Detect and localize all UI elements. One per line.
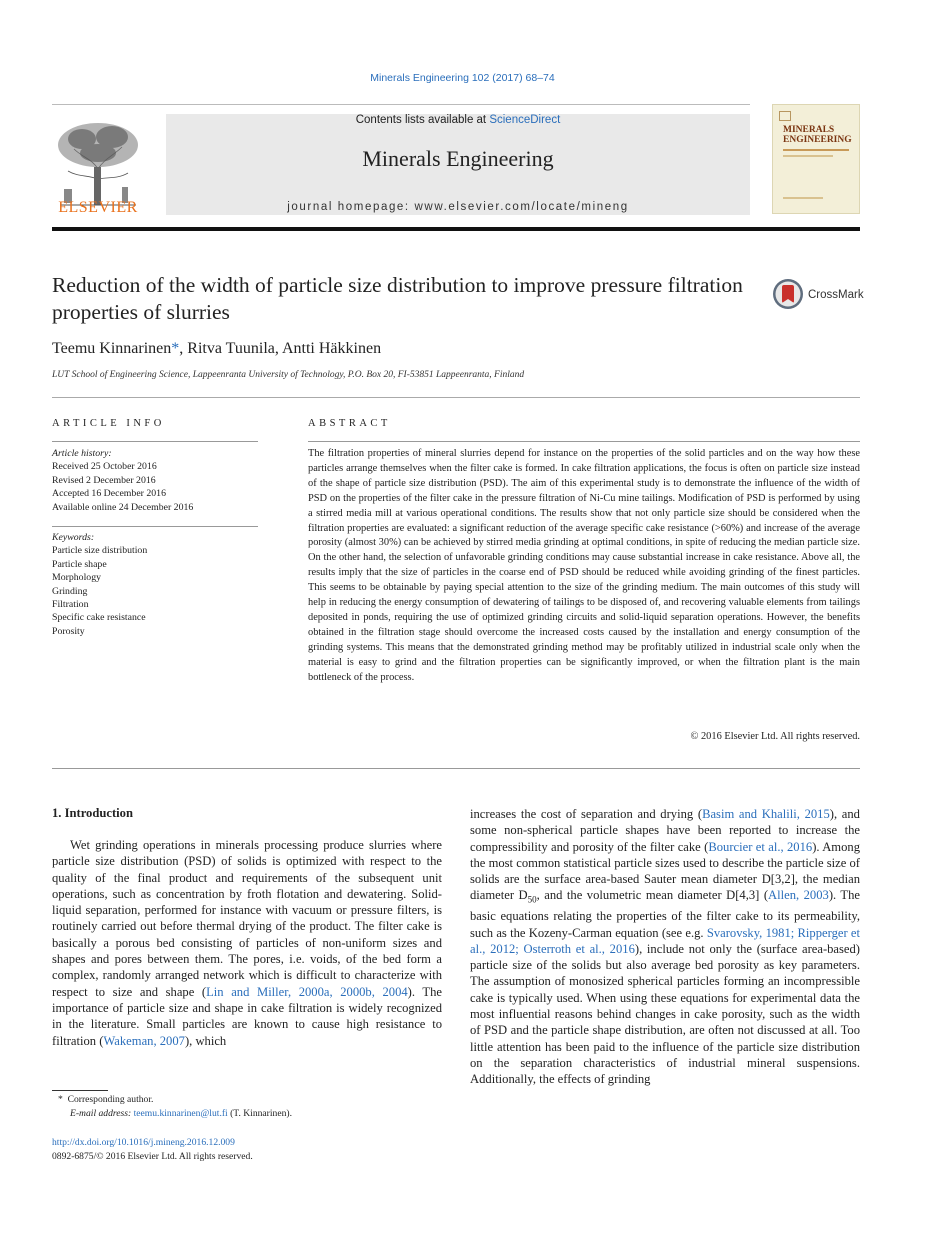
email-suffix: (T. Kinnarinen). <box>227 1108 292 1119</box>
footnote-email <box>58 1107 448 1121</box>
keyword-item: Morphology <box>52 572 101 584</box>
citation-link[interactable]: Svarovsky, 1981; Ripperger et al., 2012; Osterroth et al., 2016 <box>470 925 860 956</box>
text-run: ), and some non-spherical particle shapes have been reported to increase the compressibility and porosity of the filter cake ( <box>470 807 860 854</box>
citation-link[interactable]: Allen, 2003 <box>768 888 829 903</box>
cover-bar <box>783 197 823 199</box>
intro-paragraph-continued <box>470 806 860 1088</box>
author-list <box>52 340 381 358</box>
text-run: ). The basic equations relating the properties of the filter cake to its permeability, such as the Kozeny-Carman equation (see e.g. <box>470 888 861 940</box>
intro-paragraph <box>52 837 442 1049</box>
page-footer <box>52 1136 253 1164</box>
sciencedirect-link[interactable]: ScienceDirect <box>489 114 561 126</box>
keyword-item: Particle size distribution <box>52 545 148 557</box>
keyword-item: Grinding <box>52 585 88 597</box>
article-title: Reduction of the width of particle size distribution to improve pressure filtration properties of slurries <box>52 273 743 324</box>
article-info-heading: ARTICLE INFO <box>52 418 165 429</box>
keyword-item: Particle shape <box>52 558 107 570</box>
journal-homepage[interactable]: journal homepage: www.elsevier.com/locate/mineng <box>287 201 629 213</box>
history-item: Revised 2 December 2016 <box>52 474 156 486</box>
citation-link[interactable]: Lin and Miller, 2000a, 2000b, 2004 <box>206 984 408 999</box>
crossmark-label[interactable]: CrossMark <box>808 289 864 301</box>
cover-title <box>783 125 852 145</box>
contents-prefix: Contents lists available at <box>355 114 490 126</box>
journal-reference-link[interactable]: Minerals Engineering 102 (2017) 68–74 <box>370 72 555 84</box>
affiliation: LUT School of Engineering Science, Lappeenranta University of Technology, P.O. Box 20, FI-53851 Lappeenranta, Finland <box>52 370 525 380</box>
section-divider <box>52 397 860 398</box>
email-link[interactable]: teemu.kinnarinen@lut.fi <box>133 1108 228 1119</box>
text-run: ), include not only the (surface area-based) particle size of the solids but also average bed porosity as key parameters. The assumption of monosized spherical particles forming an incompressible cake is typically used. When using these equations for experimental data the most influential reasons behind changes in cake porosity, such as the width of PSD and the particle shape distribution, are often not discussed at all. Too little attention has been paid to the influence of the particle size distribution on the separation characteristics of industrial mineral suspensions. Additionally, the effects of grinding <box>470 941 861 1087</box>
keyword-item: Porosity <box>52 625 85 637</box>
crossmark-icon[interactable] <box>772 278 804 310</box>
cover-title-line1: MINERALS <box>783 125 835 135</box>
abstract-text: The filtration properties of mineral slurries depend for instance on the properties of the solid particles and on the way how these particles arrange themselves when the filter cake is formed. In cake filtration applications, the focus is often on particle size instead of the shape of particle size distribution (PSD). The aim of this experimental study is to demonstrate the influence of the width of PSD on the properties of the filter cake in the pressure filtration of Ni-Cu mine tailings. Modification of PSD is performed by using a stirred media mill at various operational conditions. The results show that not only particle size should be considered when the filtration properties are evaluated: a significant reduction of the average specific cake resistance (>60%) and increase of the average porosity (almost 30%) can be achieved by stirred media grinding at optimal conditions, in spite of reducing the median particle size. On the other hand, the selection of unfavorable grinding conditions may cause substantial increase in cake resistance. Above all, the results imply that the size of particles in the coarse end of PSD should be reduced while avoiding grinding of the finest particles. This seems to be obtainable by paying special attention to the size of the grinding medium. The main outcomes of this study will help in reducing the energy consumption of dewatering of tailings to be disposed of, and recovering valuable elements from tailings deposited in ponds, requiring the use of optimized grinding circuits and solid-liquid separation operations. However, the benefits obtained in the filtration stage should overcome the increased costs caused by the installation and energy consumption of the grinding systems. This means that the demonstrated grinding method may be profitably utilized in industrial scale only when the material is easy to grind and the filtration properties can be significantly improved, or when the filtration plant is the main bottleneck of the process. <box>308 448 860 683</box>
header-top-rule <box>52 104 750 105</box>
author-first: Teemu Kinnarinen <box>52 340 172 357</box>
section-heading-introduction: 1. Introduction <box>52 806 133 820</box>
footnote <box>58 1093 448 1121</box>
article-history <box>52 447 258 514</box>
abstract-copyright: © 2016 Elsevier Ltd. All rights reserved. <box>690 731 860 742</box>
footnote-corresponding <box>58 1093 448 1107</box>
issn-line: 0892-6875/© 2016 Elsevier Ltd. All rights reserved. <box>52 1151 253 1162</box>
abstract-heading: ABSTRACT <box>308 418 391 429</box>
cover-title-line2: ENGINEERING <box>783 135 852 145</box>
history-item: Received 25 October 2016 <box>52 461 157 473</box>
text-run: ). Among the most common statistical particle sizes used to describe the particle size of solids are the surface area-based Sauter mean diameter D[3,2], the median diameter D <box>470 839 860 903</box>
footnote-star: * <box>58 1094 63 1105</box>
abstract-rule <box>308 441 860 442</box>
subscript: 50 <box>527 895 537 905</box>
cover-bar <box>783 155 833 157</box>
citation-link[interactable]: Bourcier et al., 2016 <box>708 839 813 854</box>
history-item: Available online 24 December 2016 <box>52 501 194 513</box>
body-divider <box>52 768 860 769</box>
text-run: ). The importance of particle size and shape in cake filtration is widely recognized in the literature. Small particles are known to cause high resistance to filtration ( <box>52 984 442 1048</box>
keywords-label: Keywords: <box>52 532 95 543</box>
cover-emblem-icon <box>779 111 791 121</box>
citation-link[interactable]: Basim and Khalili, 2015 <box>702 807 830 821</box>
journal-name: Minerals Engineering <box>362 146 554 171</box>
journal-cover-thumbnail[interactable] <box>772 104 860 214</box>
cover-bar <box>783 149 849 151</box>
keywords-rule <box>52 526 258 527</box>
footnote-rule <box>52 1090 108 1091</box>
contents-line <box>166 114 750 126</box>
email-label: E-mail address: <box>70 1108 134 1119</box>
article-info-rule <box>52 441 258 442</box>
header-thick-rule <box>52 227 860 231</box>
elsevier-wordmark: ELSEVIER <box>58 199 138 216</box>
text-run: Wet grinding operations in minerals processing produce slurries where particle size distribution (PSD) of solids is optimized with respect to the quality of the final product and requirements of the subsequent unit operations, such as concentration by froth flotation and dewatering. Solid-liquid separation, performed for instance with vacuum or pressure filters, is routinely carried out before thermal drying of the product. The filter cake is basically a porous bed consisting of particles of non-uniform sizes and shapes and pores between them. The pores, i.e. voids, of the bed form a complex, randomly arranged network which is difficult to characterize with respect to size and shape ( <box>52 838 442 999</box>
keywords-block <box>52 531 258 638</box>
text-run: increases the cost of separation and drying ( <box>470 807 703 821</box>
text-run: , and the volumetric mean diameter D[4,3] ( <box>536 888 769 903</box>
text-run: ), which <box>184 1033 227 1048</box>
keyword-item: Filtration <box>52 599 89 611</box>
corresponding-author-link[interactable]: * <box>171 340 180 357</box>
history-label: Article history: <box>52 448 112 459</box>
body-column-left <box>52 837 442 1049</box>
history-item: Accepted 16 December 2016 <box>52 488 166 500</box>
author-rest: , Ritva Tuunila, Antti Häkkinen <box>179 340 382 357</box>
footnote-text: Corresponding author. <box>67 1094 154 1105</box>
citation-link[interactable]: Wakeman, 2007 <box>103 1033 185 1048</box>
body-column-right <box>470 806 860 1088</box>
keyword-item: Specific cake resistance <box>52 612 146 624</box>
doi-link[interactable]: http://dx.doi.org/10.1016/j.mineng.2016.12.009 <box>52 1137 235 1148</box>
